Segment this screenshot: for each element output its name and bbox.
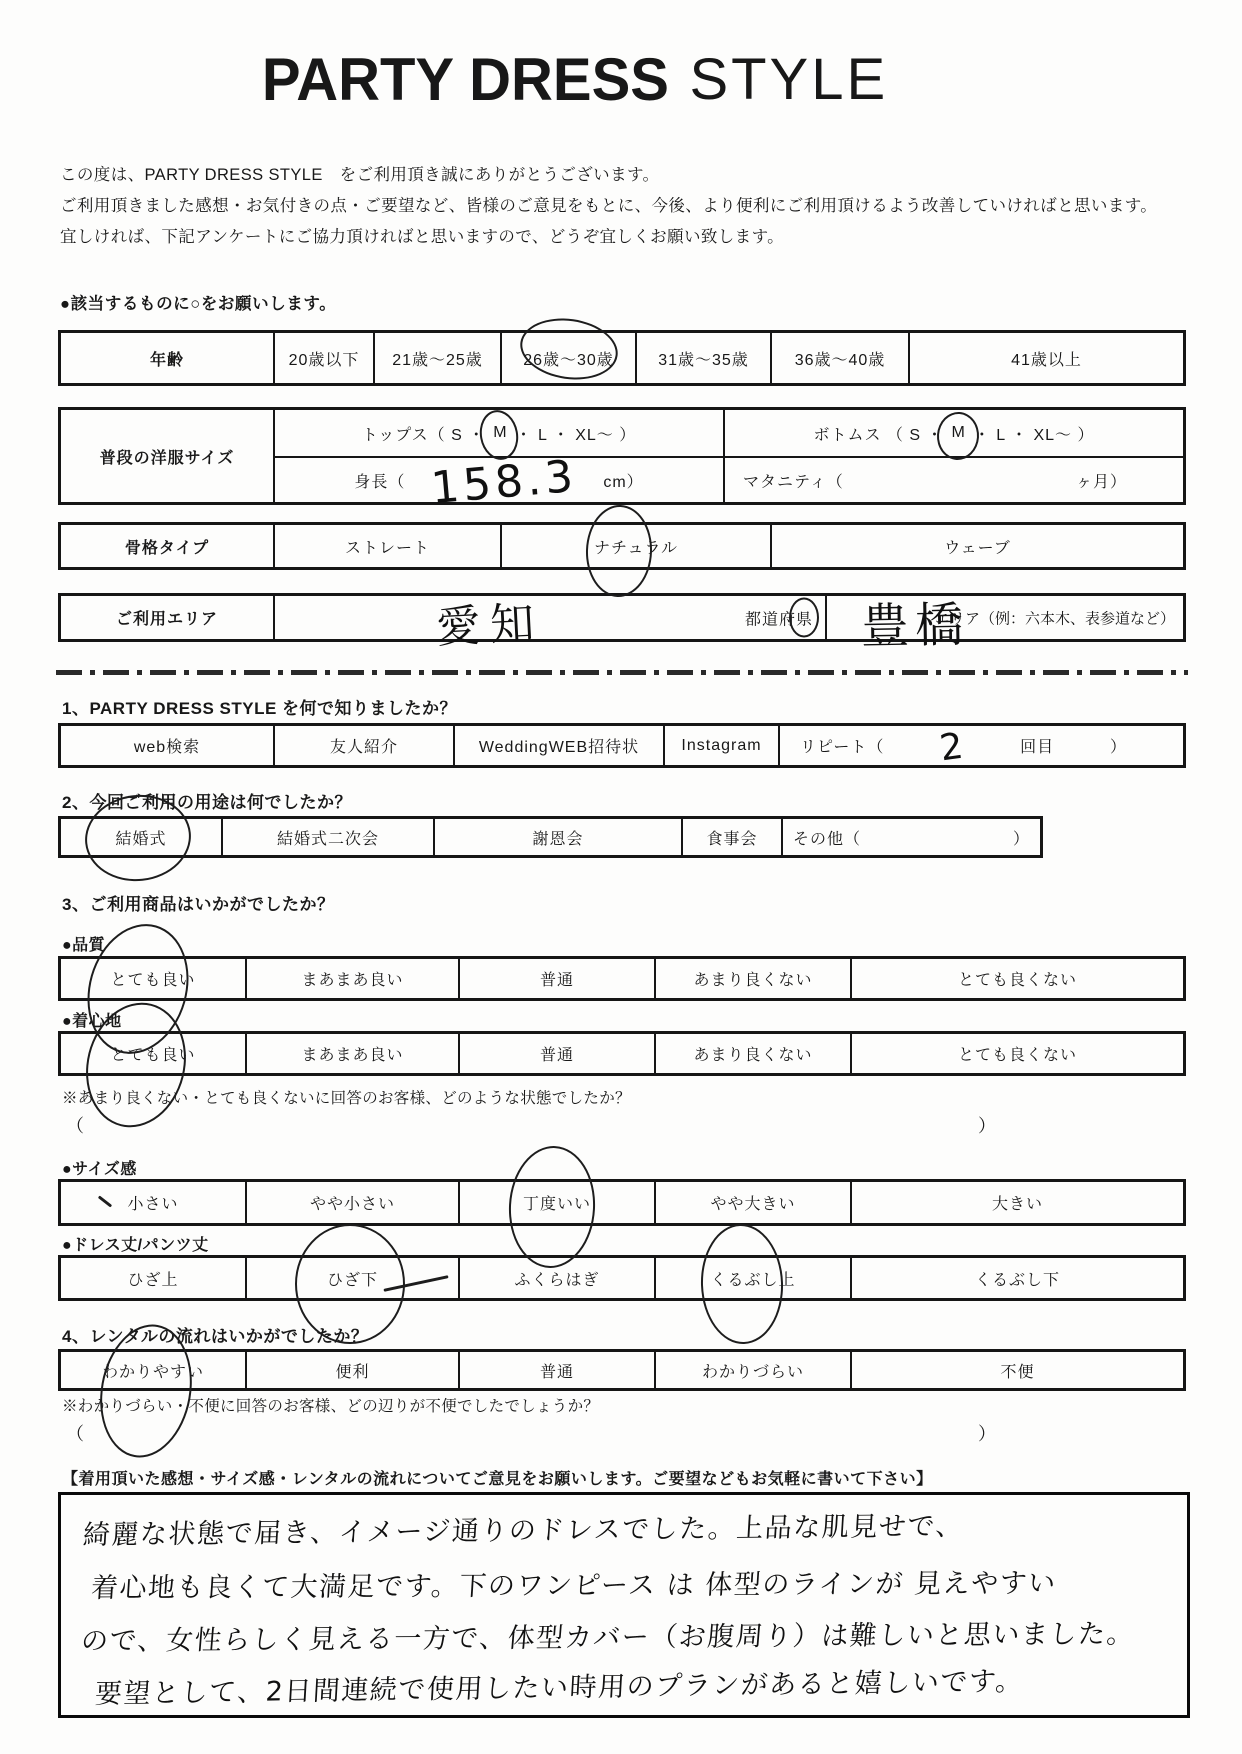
pen-tail-stroke xyxy=(383,1275,448,1292)
quality-option-very-good[interactable]: とても良い xyxy=(61,959,245,998)
skeleton-option-wave[interactable]: ウェーブ xyxy=(770,525,1183,567)
clothing-size-label: 普段の洋服サイズ xyxy=(99,449,235,467)
paren-close: ） xyxy=(978,1116,996,1136)
age-option-under20[interactable]: 20歳以下 xyxy=(273,333,373,383)
age-option-31-35[interactable]: 31歳～35歳 xyxy=(635,333,770,383)
clothing-size-table xyxy=(58,407,1186,514)
quality-label: ●品質 xyxy=(62,937,106,954)
usage-area-label: ご利用エリア xyxy=(115,611,218,628)
page-title-bold: PARTY DRESS xyxy=(261,45,669,114)
q4-heading: 4、レンタルの流れはいかがでしたか？ xyxy=(62,1327,369,1346)
quality-option-fairly-good[interactable]: まあまあ良い xyxy=(245,959,458,998)
q4-table xyxy=(58,1349,1186,1391)
stray-pen-mark xyxy=(98,1195,112,1207)
q4-option-inconvenient[interactable]: 不便 xyxy=(850,1352,1183,1388)
quality-option-very-bad[interactable]: とても良くない xyxy=(850,959,1183,998)
age-label: 年齢 xyxy=(149,351,184,369)
skeleton-type-table xyxy=(58,522,1186,570)
tops-size-row[interactable]: トップス（ S ・ M ・ L ・ XL～ ） xyxy=(273,410,723,456)
paren-open: （ xyxy=(66,1424,84,1444)
q4-option-easy[interactable]: わかりやすい xyxy=(61,1352,245,1388)
comment-line-1: 綺麗な状態で届き、イメージ通りのドレスでした。上品な肌見せで、 xyxy=(82,1510,965,1551)
comment-header: 【着用頂いた感想・サイズ感・レンタルの流れについてご意見をお願いします。ご要望などもお気軽に書いて下さい】 xyxy=(62,1471,933,1488)
comfort-option-not-good[interactable]: あまり良くない xyxy=(654,1034,850,1073)
comment-line-4: 要望として、2日間連続で使用したい時用のプランがあると嬉しいです。 xyxy=(94,1666,1025,1710)
age-option-41plus[interactable]: 41歳以上 xyxy=(908,333,1183,383)
sizefeel-table xyxy=(58,1179,1186,1226)
length-option-below-ankle[interactable]: くるぶし下 xyxy=(850,1258,1183,1298)
quality-option-not-good[interactable]: あまり良くない xyxy=(654,959,850,998)
city-value-handwritten: 豊橋 xyxy=(860,597,970,655)
q1-option-instagram[interactable]: Instagram xyxy=(663,726,778,765)
length-option-above-knee[interactable]: ひざ上 xyxy=(127,1271,179,1289)
sizefeel-option-bit-small[interactable]: やや小さい xyxy=(245,1182,458,1223)
comfort-label: ●着心地 xyxy=(62,1013,122,1030)
intro-line-2: ご利用頂きました感想・お気付きの点・ご要望など、皆様のご意見をもとに、今後、より便利にご利用頂けるよう改善していければと思います。 xyxy=(60,197,1158,215)
comfort-option-fairly-good[interactable]: まあまあ良い xyxy=(245,1034,458,1073)
prefecture-suffix-label: 都道府県 xyxy=(745,606,813,629)
quality-option-normal[interactable]: 普通 xyxy=(458,959,654,998)
age-option-21-25[interactable]: 21歳～25歳 xyxy=(373,333,500,383)
circle-instruction: ●該当するものに○をお願いします。 xyxy=(60,295,337,313)
comfort-option-very-good[interactable]: とても良い xyxy=(61,1034,245,1073)
q4-option-hard[interactable]: わかりづらい xyxy=(654,1352,850,1388)
intro-line-1: この度は、PARTY DRESS STYLE をご利用頂き誠にありがとうございます。 xyxy=(60,166,660,184)
intro-paragraph xyxy=(60,160,1200,253)
length-label: ●ドレス丈/パンツ丈 xyxy=(62,1237,209,1254)
maternity-field[interactable]: マタニティ（ ヶ月） xyxy=(723,456,1183,502)
q3-heading: 3、ご利用商品はいかがでしたか？ xyxy=(62,895,335,914)
prefecture-value-handwritten: 愛知 xyxy=(434,596,546,654)
q2-table xyxy=(58,816,1043,858)
age-table xyxy=(58,330,1186,386)
height-value-handwritten: 158.3 xyxy=(429,450,580,514)
sizefeel-option-just-right[interactable]: 丁度いい xyxy=(458,1182,654,1223)
q2-heading: 2、今回ご利用の用途は何でしたか？ xyxy=(62,793,352,812)
length-option-below-knee[interactable]: ひざ下 xyxy=(245,1258,458,1298)
page-title xyxy=(0,46,1150,113)
q1-heading: 1、PARTY DRESS STYLE を何で知りましたか？ xyxy=(62,699,458,718)
q2-option-wedding[interactable]: 結婚式 xyxy=(61,819,221,855)
length-option-above-ankle[interactable]: くるぶし上 xyxy=(654,1258,850,1298)
skeleton-label: 骨格タイプ xyxy=(124,539,210,557)
quality-table xyxy=(58,956,1186,1001)
q1-option-wedding-web[interactable]: WeddingWEB招待状 xyxy=(453,726,663,765)
repeat-count-handwritten: 2 xyxy=(937,725,967,770)
comfort-table xyxy=(58,1031,1186,1076)
age-option-26-30[interactable]: 26歳～30歳 xyxy=(500,333,635,383)
q1-option-friend-referral[interactable]: 友人紹介 xyxy=(273,726,453,765)
sizefeel-label: ●サイズ感 xyxy=(62,1161,137,1178)
paren-close: ） xyxy=(978,1424,996,1444)
q4-option-normal[interactable]: 普通 xyxy=(458,1352,654,1388)
q4-answer-field[interactable] xyxy=(66,1420,996,1446)
comment-box[interactable] xyxy=(58,1492,1190,1718)
comfort-option-very-bad[interactable]: とても良くない xyxy=(850,1034,1183,1073)
length-table xyxy=(58,1255,1186,1301)
skeleton-option-straight[interactable]: ストレート xyxy=(273,525,500,567)
skeleton-option-natural[interactable]: ナチュラル xyxy=(500,525,770,567)
sizefeel-option-small[interactable]: 小さい xyxy=(61,1182,245,1223)
bottoms-size-m[interactable]: M xyxy=(944,424,974,442)
q2-other-field[interactable]: その他（ ） xyxy=(781,819,1040,855)
usage-area-table xyxy=(58,593,1186,655)
comment-line-2: 着心地も良くて大満足です。下のワンピース は 体型のラインが 見えやすい xyxy=(89,1567,1058,1604)
condition-note: ※あまり良くない・とても良くないに回答のお客様、どのような状態でしたか？ xyxy=(62,1090,631,1107)
q2-option-dinner[interactable]: 食事会 xyxy=(681,819,781,855)
q1-repeat-field[interactable]: リピート（ 2 回目 ） xyxy=(778,726,1183,765)
height-field[interactable]: 身長（ 158.3 cm） xyxy=(273,456,723,502)
sizefeel-option-large[interactable]: 大きい xyxy=(850,1182,1183,1223)
age-option-36-40[interactable]: 36歳～40歳 xyxy=(770,333,908,383)
city-field[interactable] xyxy=(825,596,1183,655)
comment-line-3: ので、女性らしく見える一方で、体型カバー（お腹周り）は難しいと思いました。 xyxy=(79,1618,1137,1657)
paren-open: （ xyxy=(66,1116,84,1136)
q1-option-web-search[interactable]: web検索 xyxy=(133,739,201,756)
dashed-divider xyxy=(56,670,1188,675)
tops-size-m[interactable]: M xyxy=(485,424,515,442)
comfort-option-normal[interactable]: 普通 xyxy=(458,1034,654,1073)
condition-answer-field[interactable] xyxy=(66,1112,996,1138)
q1-table xyxy=(58,723,1186,768)
intro-line-3: 宜しければ、下記アンケートにご協力頂ければと思いますので、どうぞ宜しくお願い致します。 xyxy=(60,228,785,246)
bottoms-size-row[interactable]: ボトムス （ S ・ M ・ L ・ XL～ ） xyxy=(723,410,1183,456)
q4-note: ※わかりづらい・不便に回答のお客様、どの辺りが不便でしたでしょうか？ xyxy=(62,1398,600,1415)
q2-option-thanks-party[interactable]: 謝恩会 xyxy=(433,819,681,855)
prefecture-field[interactable] xyxy=(273,596,825,654)
q4-option-convenient[interactable]: 便利 xyxy=(245,1352,458,1388)
sizefeel-option-bit-large[interactable]: やや大きい xyxy=(654,1182,850,1223)
page-title-light: STYLE xyxy=(689,47,889,112)
area-hint-label: エリア（例：六本木、表参道など） xyxy=(934,610,1175,627)
length-option-calf[interactable]: ふくらはぎ xyxy=(458,1258,654,1298)
q2-option-afterparty[interactable]: 結婚式二次会 xyxy=(221,819,433,855)
